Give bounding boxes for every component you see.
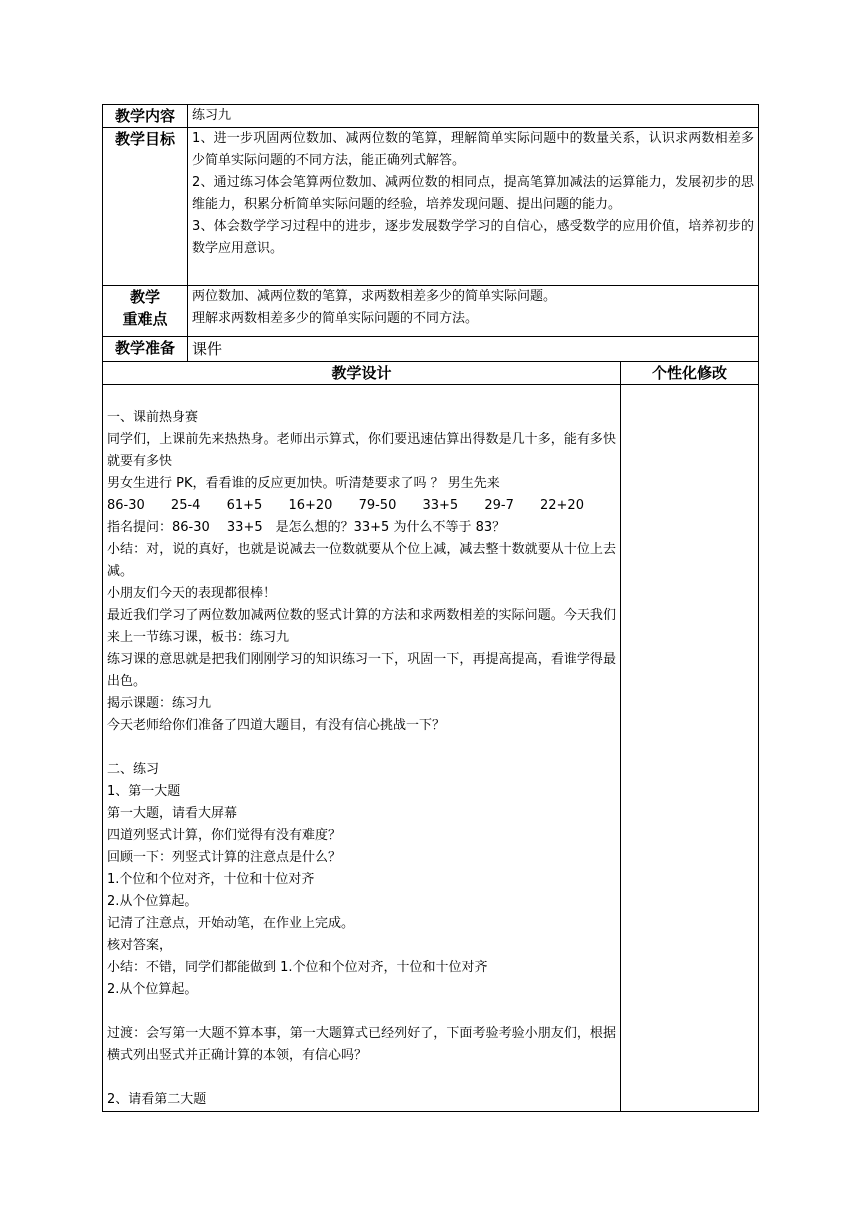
- row-teaching-goals: [103, 128, 759, 286]
- value-preparation: 课件: [188, 337, 759, 362]
- review-paragraph: 最近我们学习了两位数加减两位数的竖式计算的方法和求两数相差的实际问题。今天我们来上一节练习课，板书：练习九: [107, 608, 616, 645]
- row-teaching-content: [103, 105, 759, 128]
- value-key-points: [188, 286, 759, 337]
- spacer: [107, 737, 616, 759]
- q1-line: 1.个位和个位对齐，十位和十位对齐: [107, 872, 315, 887]
- section2-title: 二、练习: [107, 762, 160, 777]
- expression-item: 16+20: [288, 498, 333, 513]
- expression-item: 86-30: [107, 498, 145, 513]
- key-point-1: 两位数加、减两位数的笔算，求两数相差多少的简单实际问题。: [192, 289, 557, 304]
- label-key-points: [103, 286, 188, 337]
- summary-paragraph: 小结：对，说的真好，也就是说减去一位数就要从个位上减，减去整十数就要从十位上去减。: [107, 542, 616, 579]
- goal-item-2: 2、通过练习体会笔算两位数加、减两位数的相同点，提高笔算加减法的运算能力，发展初步的思维能力，积累分析简单实际问题的经验，培养发现问题、提出问题的能力。: [192, 175, 755, 212]
- header-personal-modification: 个性化修改: [621, 362, 759, 385]
- lesson-plan-table: [102, 104, 759, 1112]
- label-key-points-line2: 重难点: [122, 310, 168, 328]
- practice-explain: 练习课的意思就是把我们刚刚学习的知识练习一下，巩固一下，再提高提高，看谁学得最出色。: [107, 652, 616, 689]
- expression-item: 29-7: [484, 498, 514, 513]
- value-teaching-content: 练习九: [188, 105, 759, 128]
- spacer: [107, 1001, 616, 1023]
- q1-line: 2.从个位算起。: [107, 982, 198, 997]
- goal-item-3: 3、体会数学学习过程中的进步，逐步发展数学学习的自信心，感受数学的应用价值，培养初步的数学应用意识。: [192, 219, 755, 256]
- topic-reveal: 揭示课题：练习九: [107, 696, 212, 711]
- q1-title: 1、第一大题: [107, 784, 181, 799]
- label-key-points-line1: 教学: [129, 288, 160, 306]
- warmup-intro: 同学们，上课前先来热热身。老师出示算式，你们要迅速估算出得数是几十多，能有多快就要有多快: [107, 432, 616, 469]
- expression-item: 79-50: [358, 498, 397, 513]
- personal-modification-cell: [621, 385, 759, 1112]
- q1-line: 核对答案，: [107, 938, 173, 953]
- design-body: [103, 385, 621, 1112]
- q1-line: 小结：不错，同学们都能做到 1.个位和个位对齐，十位和十位对齐: [107, 960, 488, 975]
- header-teaching-design: 教学设计: [103, 362, 621, 385]
- row-key-points: [103, 286, 759, 337]
- q1-line: 回顾一下：列竖式计算的注意点是什么？: [107, 850, 342, 865]
- expression-item: 33+5: [422, 498, 459, 513]
- challenge-line: 今天老师给你们准备了四道大题目，有没有信心挑战一下？: [107, 718, 446, 733]
- label-preparation: 教学准备: [103, 337, 188, 362]
- expression-list: [107, 495, 616, 517]
- spacer: [107, 1067, 616, 1089]
- praise-line: 小朋友们今天的表现都很棒！: [107, 586, 277, 601]
- row-preparation: [103, 337, 759, 362]
- q1-line: 记清了注意点，开始动笔，在作业上完成。: [107, 916, 355, 931]
- transition-paragraph: 过渡：会写第一大题不算本事，第一大题算式已经列好了，下面考验考验小朋友们，根据横式列出竖式并正确计算的本领，有信心吗？: [107, 1026, 616, 1063]
- expression-item: 61+5: [226, 498, 263, 513]
- q1-line: 四道列竖式计算，你们觉得有没有难度？: [107, 828, 342, 843]
- q1-line: 第一大题，请看大屏幕: [107, 806, 238, 821]
- q2-title: 2、请看第二大题: [107, 1092, 207, 1107]
- warmup-pk: 男女生进行 PK，看看谁的反应更加快。听清楚要求了吗 ？ 男生先来: [107, 476, 500, 491]
- row-design-body: [103, 385, 759, 1112]
- goal-item-1: 1、进一步巩固两位数加、减两位数的笔算，理解简单实际问题中的数量关系，认识求两数相差多少简单实际问题的不同方法，能正确列式解答。: [192, 131, 755, 168]
- section1-title: 一、课前热身赛: [107, 410, 199, 425]
- q1-line: 2.从个位算起。: [107, 894, 198, 909]
- expression-item: 25-4: [170, 498, 201, 513]
- label-teaching-goals: 教学目标: [103, 128, 188, 286]
- row-section-headers: [103, 362, 759, 385]
- value-teaching-goals: [188, 128, 759, 286]
- expression-item: 22+20: [540, 498, 584, 513]
- label-teaching-content: 教学内容: [103, 105, 188, 128]
- question-prompt: 指名提问：86-30 33+5 是怎么想的？33+5 为什么不等于 83？: [107, 520, 506, 535]
- key-point-2: 理解求两数相差多少的简单实际问题的不同方法。: [192, 311, 479, 326]
